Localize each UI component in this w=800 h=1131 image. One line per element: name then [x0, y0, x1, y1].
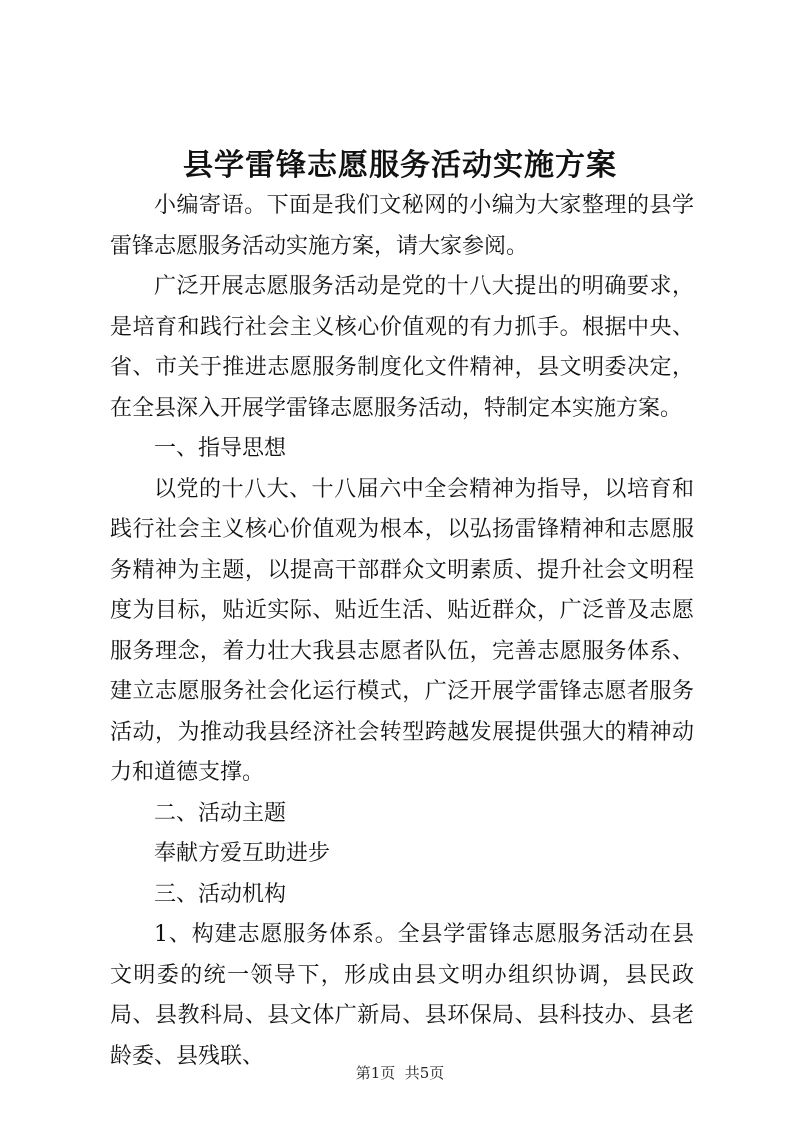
- paragraph-background: 广泛开展志愿服务活动是党的十八大提出的明确要求，是培育和践行社会主义核心价值观的有力抓手。根据中央、省、市关于推进志愿服务制度化文件精神，县文明委决定，在全县深入开展学雷锋志愿服务活动，特制定本实施方案。: [110, 274, 694, 421]
- page-footer: [0, 1062, 800, 1083]
- paragraph-intro: 小编寄语。下面是我们文秘网的小编为大家整理的县学雷锋志愿服务活动实施方案，请大家参阅。: [110, 193, 694, 259]
- document-body: [110, 186, 694, 1077]
- section-heading-activity-theme: 二、活动主题: [154, 800, 287, 826]
- section-heading-activity-organization: 三、活动机构: [154, 881, 287, 907]
- section-heading-guiding-ideology: 一、指导思想: [154, 436, 287, 461]
- paragraph-guiding-ideology: 以党的十八大、十八届六中全会精神为指导，以培育和践行社会主义核心价值观为根本，以弘扬雷锋精神和志愿服务精神为主题，以提高干部群众文明素质、提升社会文明程度为目标，贴近实际、贴近生活、贴近群众，广泛普及志愿服务理念，着力壮大我县志愿者队伍，完善志愿服务体系、建立志愿服务社会化运行模式，广泛开展学雷锋志愿者服务活动，为推动我县经济社会转型跨越发展提供强大的精神动力和道德支撑。: [110, 476, 694, 785]
- paragraph-activity-organization: 1、构建志愿服务体系。全县学雷锋志愿服务活动在县文明委的统一领导下，形成由县文明办组织协调，县民政局、县教科局、县文体广新局、县环保局、县科技办、县老龄委、县残联、: [110, 922, 694, 1069]
- paragraph-activity-theme: 奉献方爱互助进步: [154, 841, 331, 866]
- document-title: 县学雷锋志愿服务活动实施方案: [183, 148, 617, 183]
- page-number-label: 第1页 共5页: [355, 1064, 445, 1082]
